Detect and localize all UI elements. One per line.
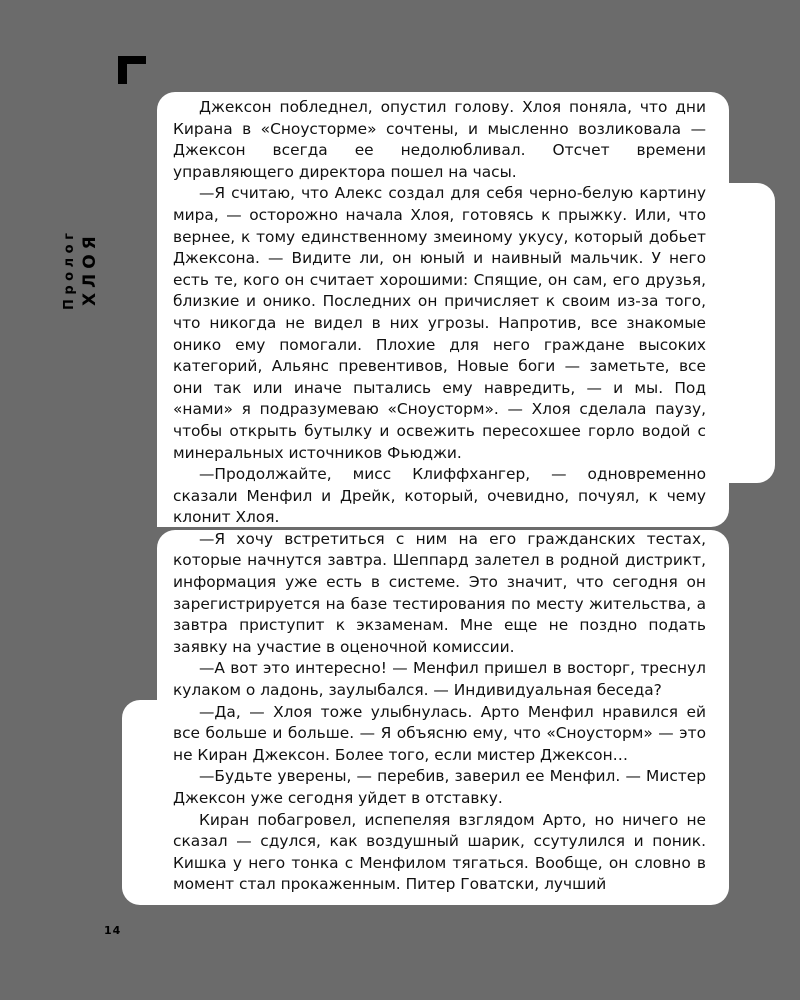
paragraph: Киран побагровел, испепеляя взглядом Арто, но ничего не сказал — сдулся, как воздушный шарик, ссутулился и поник. Кишка у него тонка с Менфилом тягаться. Вообще, он словно в момент стал прокаженным. Питер Говатски, лучший bbox=[173, 810, 706, 894]
body-text bbox=[173, 97, 706, 896]
paragraph: Джексон побледнел, опустил голову. Хлоя поняла, что дни Кирана в «Сноусторме» сочтены, и мысленно возликовала — Джексон всегда ее недолюбливал. Отсчет времени управляющего директора пошел на часы. bbox=[173, 98, 706, 181]
paragraph: —Будьте уверены, — перебив, заверил ее Менфил. — Мистер Джексон уже сегодня уйдет в отставку. bbox=[173, 767, 706, 807]
paragraph: —Продолжайте, мисс Клиффхангер, — одновременно сказали Менфил и Дрейк, который, очевидно, почуял, к чему клонит Хлоя. bbox=[173, 465, 706, 527]
page-number: 14 bbox=[104, 924, 122, 937]
text-background-shape bbox=[700, 183, 775, 483]
paragraph: —Да, — Хлоя тоже улыбнулась. Арто Менфил нравился ей все больше и больше. — Я объясню ему, что «Сноусторм» — это не Киран Джексон. Более того, если мистер Джексон… bbox=[173, 702, 706, 764]
paragraph: —Я считаю, что Алекс создал для себя черно-белую картину мира, — осторожно начала Хлоя, готовясь к прыжку. Или, что вернее, к тому единственному змеиному укусу, который добьет Джексона. — Видите ли, он юный и наивный мальчик. У него есть те, кого он считает хорошими: Спящие, он сам, его друзья, близкие и онико. Последних он причисляет к своим из-за того, что никогда не видел в них угрозы. Напротив, все знакомые онико ему помогали. Плохие для него граждане высоких категорий, Альянс превентивов, Новые боги — заметьте, все они так или иначе пытались ему навредить, — и мы. Под «нами» я подразумеваю «Сноусторм». — Хлоя сделала паузу, чтобы открыть бутылку и освежить пересохшее горло водой с минеральных источников Фьюджи. bbox=[173, 184, 706, 462]
chapter-title: ХЛОЯ bbox=[80, 231, 100, 306]
paragraph: —А вот это интересно! — Менфил пришел в восторг, треснул кулаком о ладонь, заулыбался. — Индивидуальная беседа? bbox=[173, 659, 706, 700]
chapter-label: Пролог bbox=[62, 228, 77, 310]
corner-bracket-icon bbox=[118, 56, 146, 84]
paragraph: —Я хочу встретиться с ним на его гражданских тестах, которые начнутся завтра. Шеппард залетел в родной дистрикт, информация уже есть в системе. Это значит, что сегодня он зарегистрируется на базе тестирования по месту жительства, а завтра приступит к экзаменам. Мне еще не поздно подать заявку на участие в оценочной комиссии. bbox=[173, 529, 706, 656]
chapter-side-title bbox=[62, 202, 102, 320]
